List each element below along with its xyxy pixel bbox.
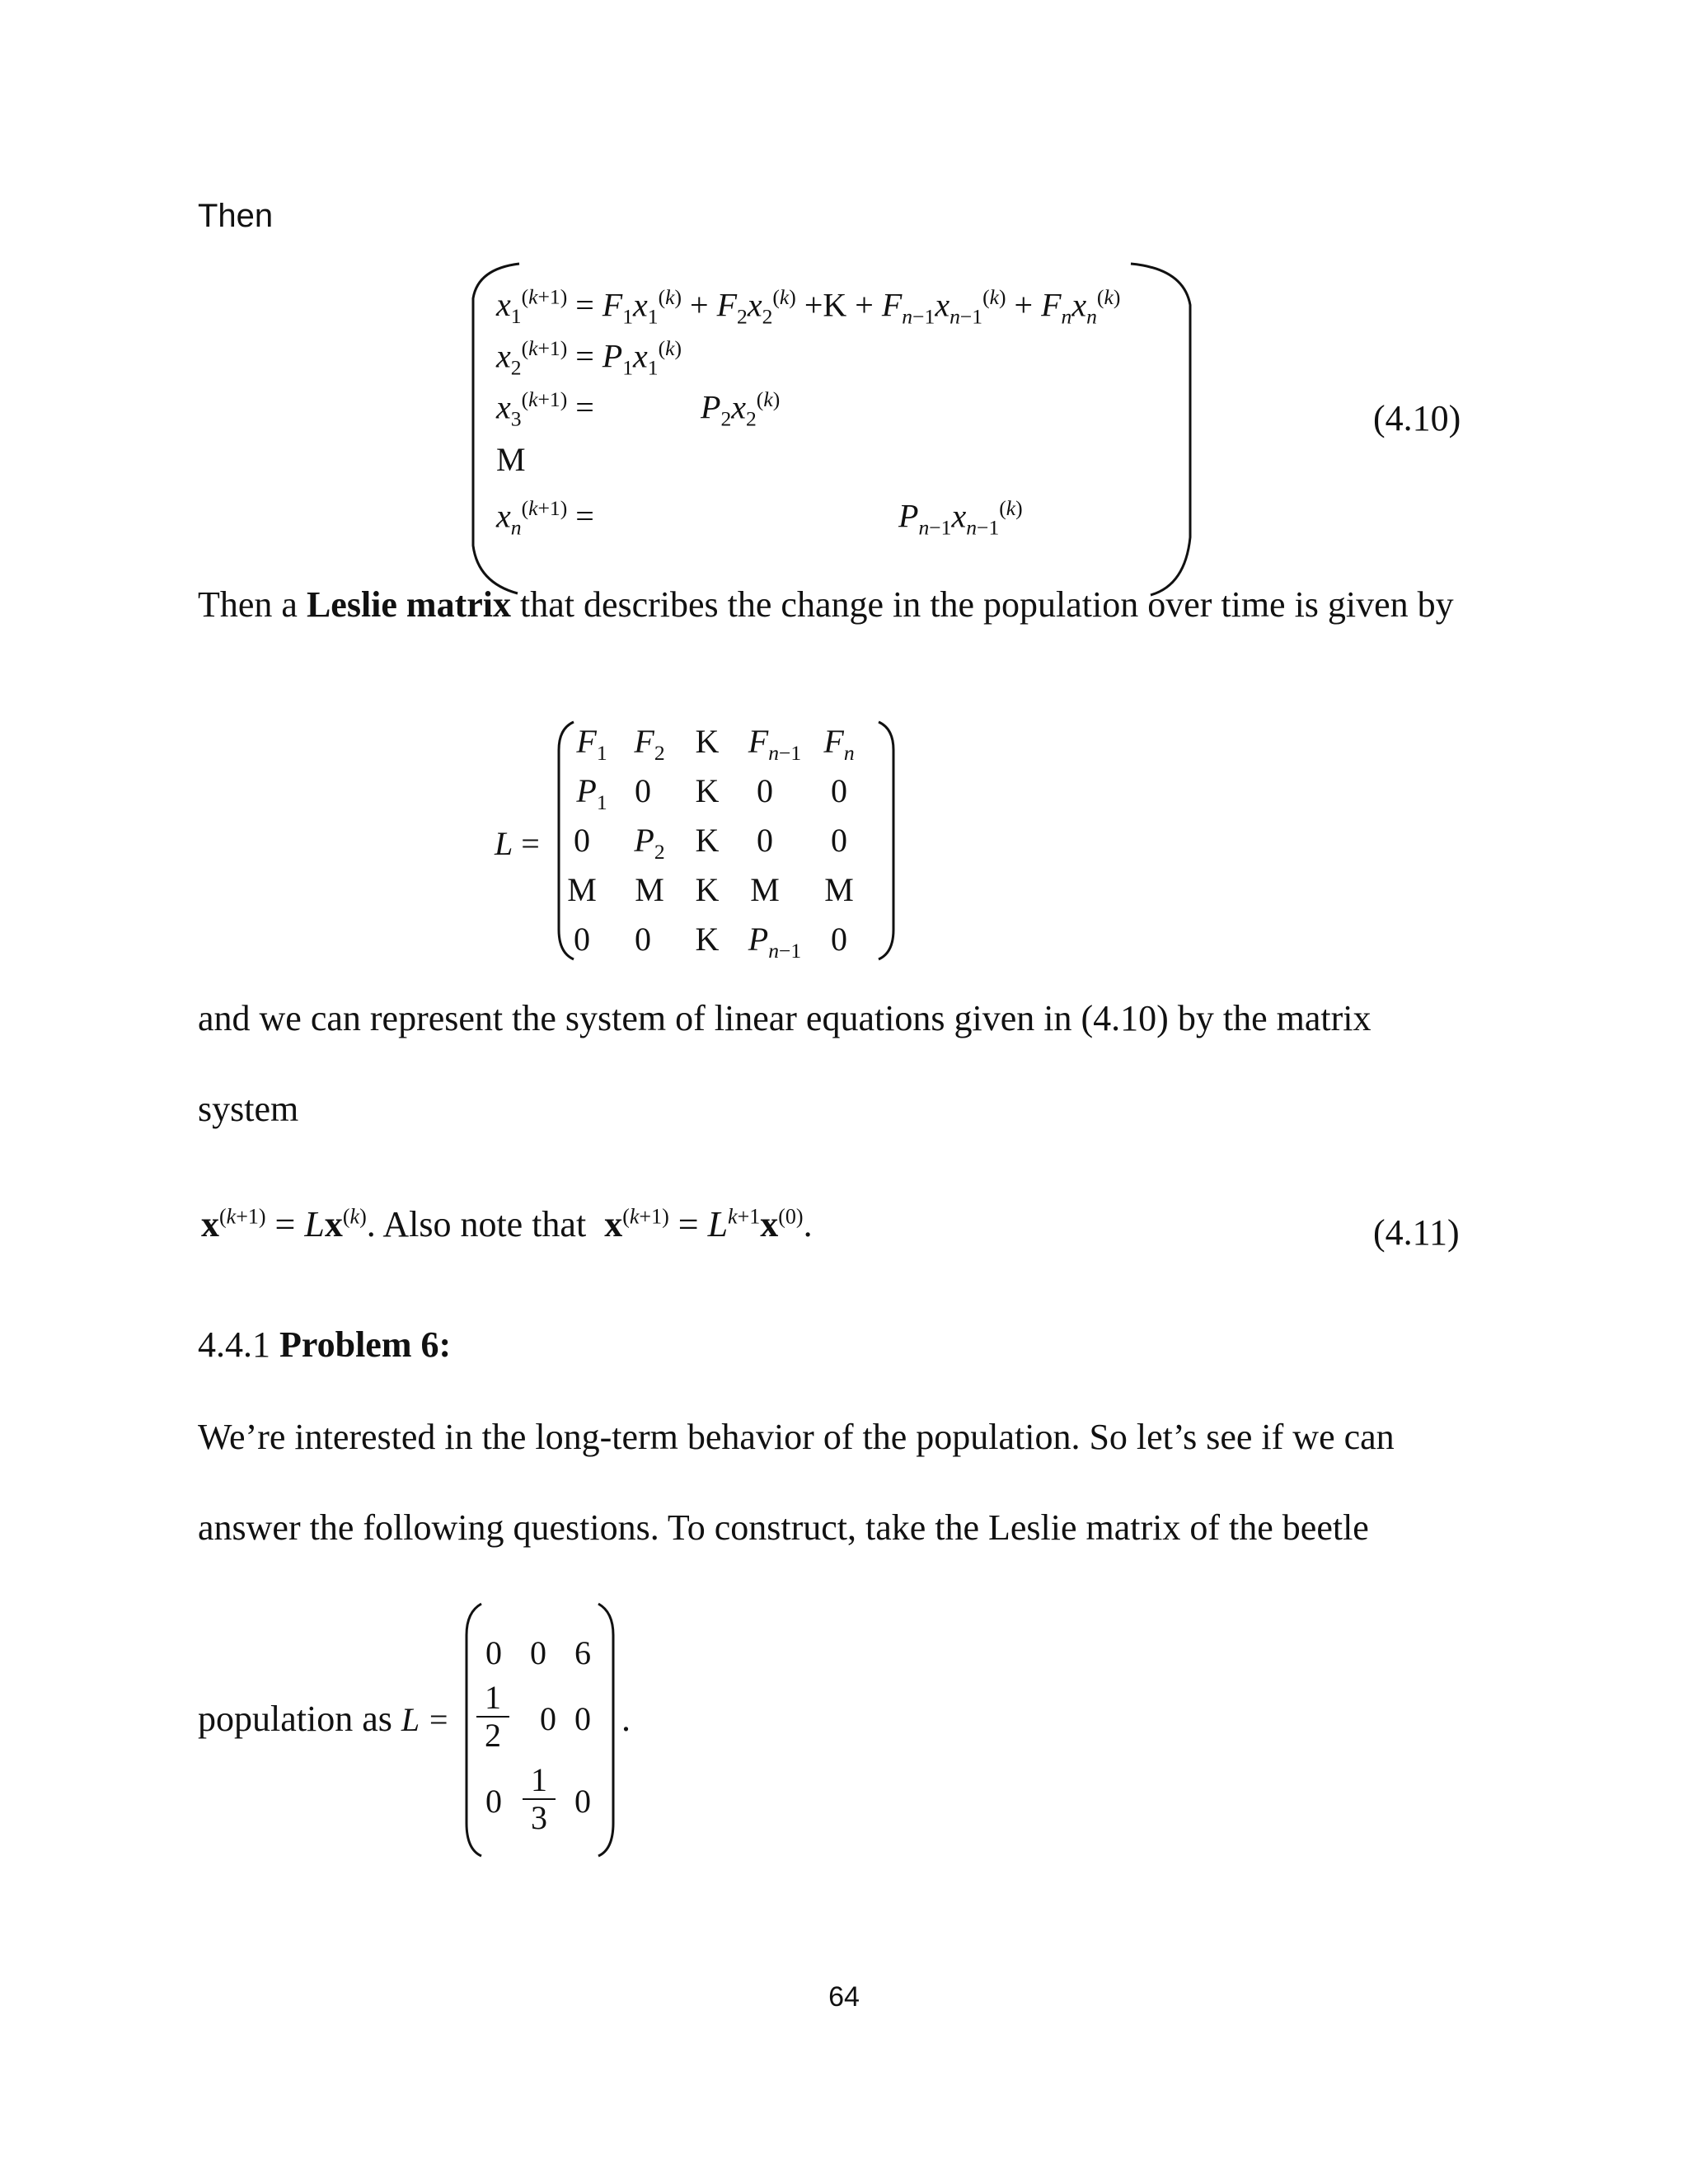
leslie-cell: $P_2$ [634,822,665,864]
system-row-5-rhs: $P_{n-1}x_{n-1}^{(k)}$ [898,496,1023,540]
problem-number: 4.4.1 [198,1324,270,1365]
leslie-cell: $F_{n-1}$ [748,723,802,765]
beetle-cell: 0 [574,1783,591,1820]
leslie-cell: 0 [831,772,847,809]
leslie-matrix-term: Leslie matrix [306,584,511,625]
equation-number-4-11: (4.11) [1373,1212,1460,1253]
leslie-cell: 0 [574,921,590,958]
leslie-cell: K [695,871,720,908]
represent-paragraph: and we can represent the system of linear equations given in (4.10) by the matrix [198,998,1372,1038]
system-row-3-rhs: $P_2x_2^{(k)}$ [701,387,781,431]
leslie-cell: 0 [635,921,651,958]
beetle-suffix: . [621,1699,631,1739]
problem-heading [198,1324,451,1366]
problem-text-line-1: We’re interested in the long-term behavior of the population. So let’s see if we can [198,1417,1395,1457]
leslie-cell: $P_1$ [576,772,607,814]
leslie-cell: $F_2$ [634,723,665,765]
leslie-cell: 0 [574,822,590,859]
leslie-cell: $F_1$ [576,723,607,765]
leslie-matrix-lhs: L = [495,825,540,862]
beetle-matrix [462,1599,643,1863]
page-number: 64 [828,1981,860,2013]
leslie-cell: 0 [757,772,773,809]
ellipsis-glyph: K [823,286,847,324]
leslie-cell: M [635,871,664,908]
leslie-matrix [495,717,907,972]
beetle-cell: 0 [530,1634,546,1671]
beetle-cell: 0 [485,1783,502,1820]
equation-system [462,257,1203,603]
beetle-cell-one-third: 1 3 [523,1764,556,1835]
beetle-cell: 0 [574,1700,591,1737]
beetle-matrix-lhs: L = [401,1701,450,1738]
leslie-cell: 0 [831,921,847,958]
problem-text-line-2: answer the following questions. To construct, take the Leslie matrix of the beetle [198,1507,1369,1548]
leslie-cell: K [695,822,720,859]
leslie-cell: K [695,772,720,809]
equation-number-4-10: (4.10) [1373,398,1461,438]
system-row-3: $x_3^{(k+1)}$ = [496,387,594,431]
matrix-equation: $x^{(k+1)} = Lx^{(k)}$. Also note that $x^{(k+1)} = L^{k+1}x^{(0)}$. [201,1204,813,1244]
beetle-prefix [198,1698,449,1740]
leslie-cell: M [567,871,597,908]
leslie-cell: 0 [635,772,651,809]
system-row-2: $x_2^{(k+1)} = P_1x_1^{(k)}$ [496,336,682,380]
leslie-cell: M [824,871,854,908]
intro-word: Then [198,198,274,234]
system-row-1: $x_1^{(k+1)} = F_1x_1^{(k)} + F_2x_2^{(k)} +K + F_{n-1}x_{n-1}^{(k)} + F_nx_n^{(k)}$ [496,285,1121,329]
leslie-cell: 0 [757,822,773,859]
leslie-intro-suffix: that describes the change in the population over time is given by [510,584,1454,625]
leslie-cell: $P_{n-1}$ [748,921,802,963]
leslie-intro-prefix: Then a [198,584,307,625]
leslie-cell: $F_n$ [823,723,855,765]
problem-title: Problem 6: [279,1324,452,1365]
system-word: system [198,1089,299,1129]
leslie-cell: 0 [831,822,847,859]
leslie-cell: K [695,723,720,760]
system-lhs-1: $x_1^{(k+1)}$ [496,285,568,329]
beetle-cell: 0 [485,1634,502,1671]
leslie-cell: K [695,921,720,958]
beetle-prefix-text: population as [198,1699,392,1739]
beetle-cell: 0 [540,1700,556,1737]
system-row-5: $x_n^{(k+1)}$ = [496,496,594,540]
also-note-text: . Also note that [366,1204,587,1244]
beetle-cell: 6 [574,1634,591,1671]
leslie-intro-paragraph [198,580,1484,630]
beetle-cell-one-half: 1 2 [476,1681,509,1752]
leslie-cell: M [750,871,780,908]
system-vdots: M [496,441,526,478]
